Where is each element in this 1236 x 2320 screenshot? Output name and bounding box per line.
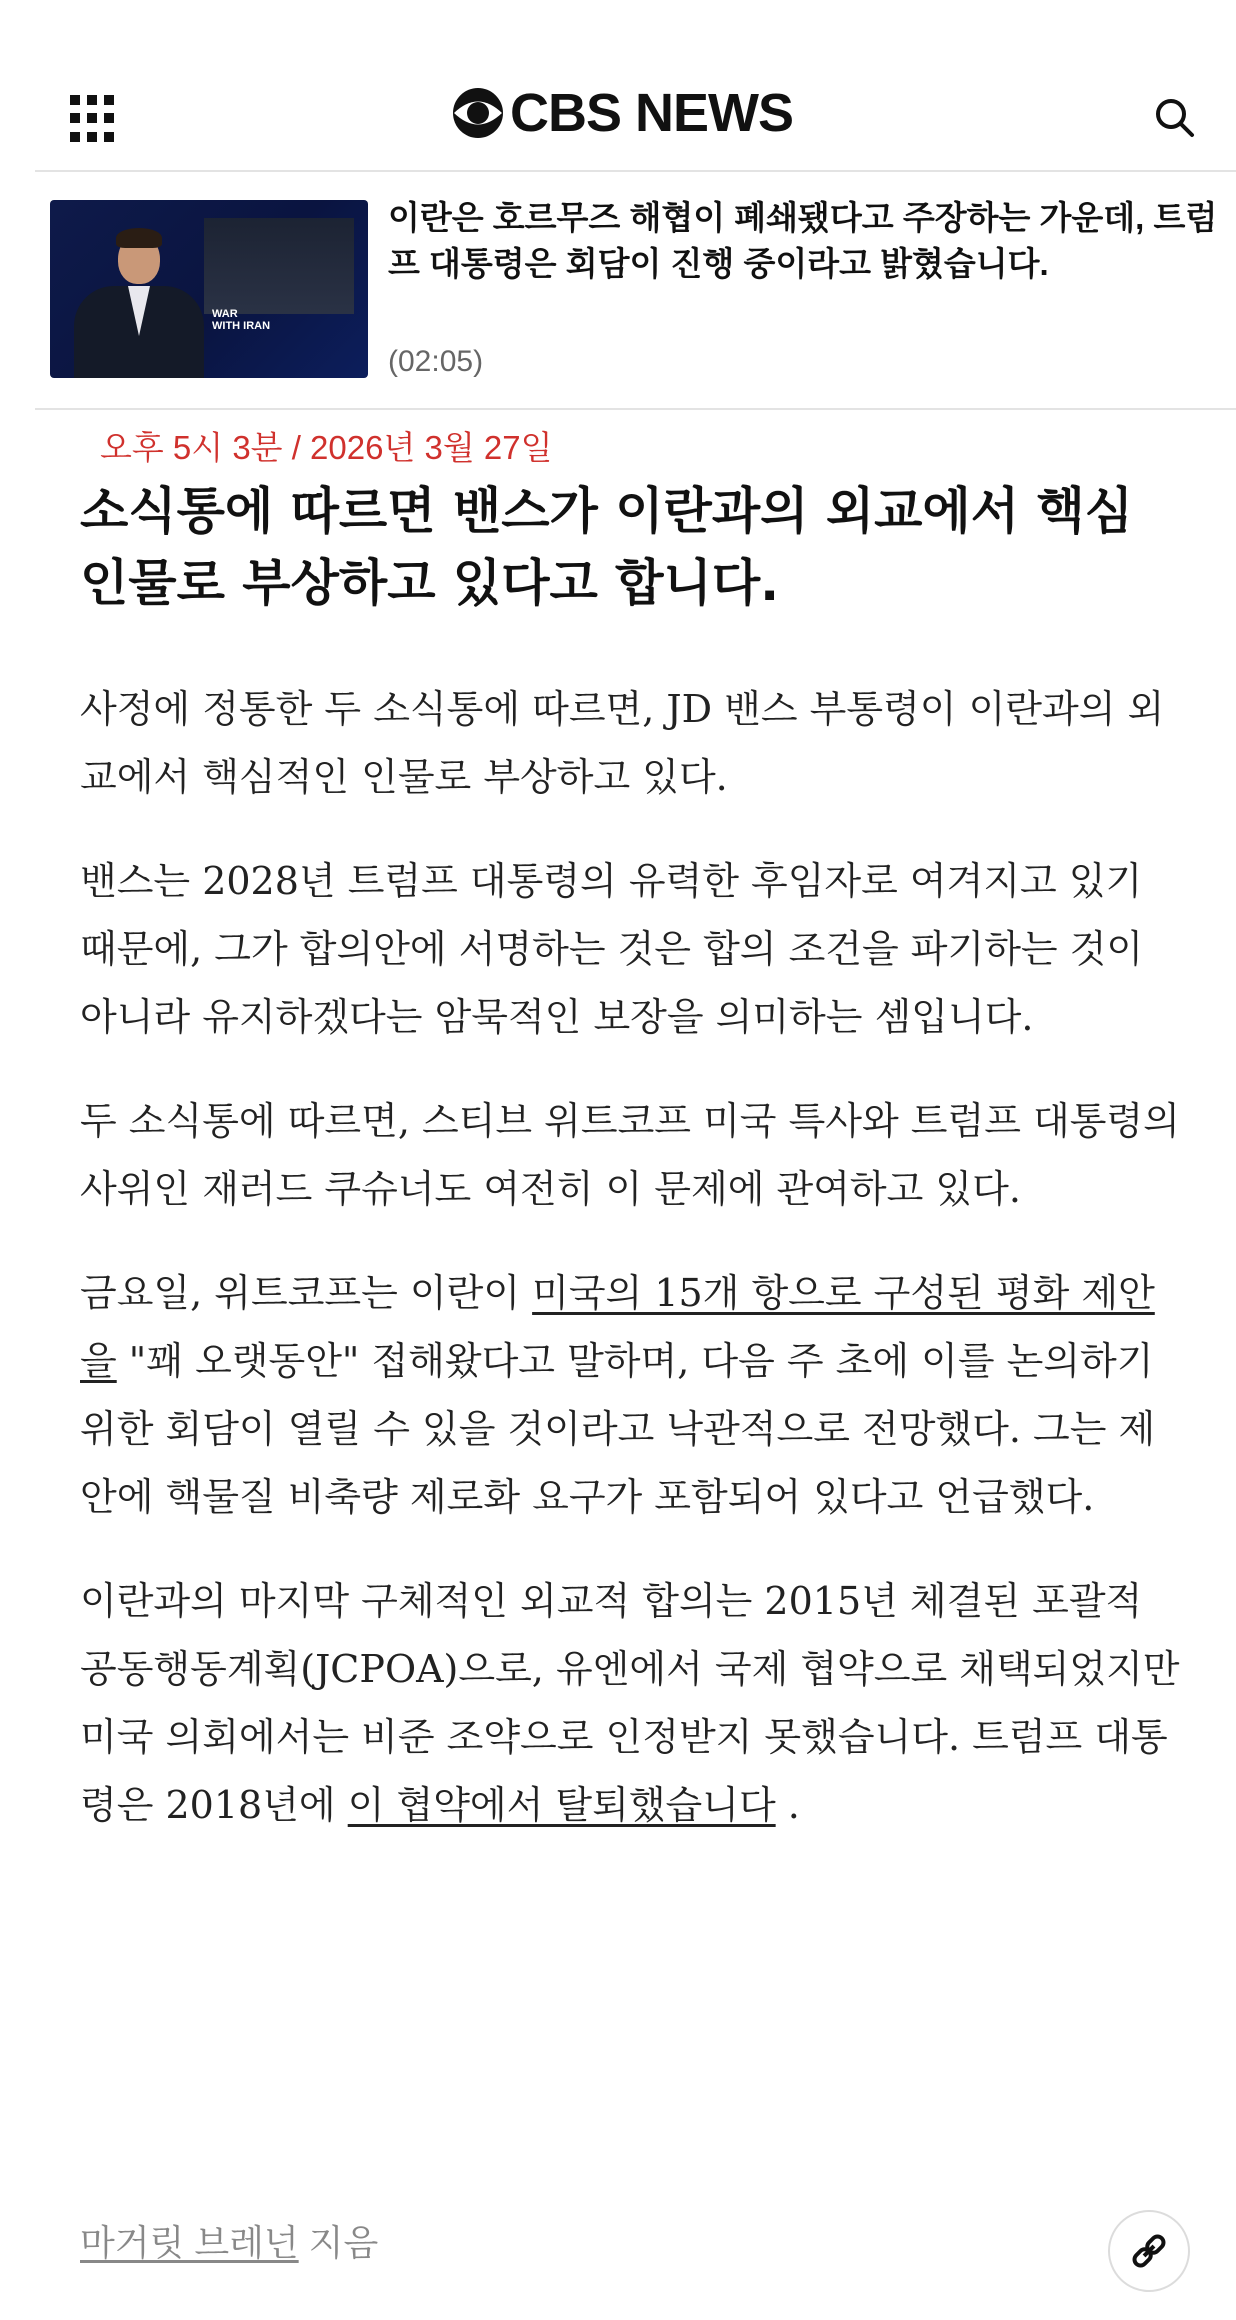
- link-icon: [1129, 2231, 1169, 2271]
- paragraph-5-lead-text: 이란과의 마지막 구체적인 외교적 합의는 2015년 체결된 포괄적 공동행동계획(JCPOA)으로, 유엔에서 국제 협약으로 채택되었지만 미국 의회에서는 비준 조약으로 인정받지 못했습니다. 트럼프 대통령은 2018년에: [80, 1579, 1180, 1827]
- brand-wordmark: CBS NEWS: [510, 83, 794, 143]
- article-paragraph-3: 두 소식통에 따르면, 스티브 위트코프 미국 특사와 트럼프 대통령의 사위인 재러드 쿠슈너도 여전히 이 문제에 관여하고 있다.: [80, 1099, 1180, 1211]
- video-promo-title[interactable]: 이란은 호르무즈 해협이 폐쇄됐다고 주장하는 가운데, 트럼프 대통령은 회담이 진행 중이라고 밝혔습니다.: [388, 199, 1218, 282]
- byline-suffix: 지음: [298, 2222, 379, 2263]
- thumbnail-anchor-hair: [116, 228, 162, 248]
- search-icon[interactable]: [1152, 95, 1196, 139]
- article-headline: 소식통에 따르면 밴스가 이란과의 외교에서 핵심 인물로 부상하고 있다고 합니다.: [80, 482, 1134, 612]
- video-thumbnail[interactable]: [50, 200, 368, 378]
- article-paragraph-5: [80, 1567, 1190, 1839]
- peace-proposal-link[interactable]: 미국의 15개 항으로 구성된 평화 제안을: [80, 1271, 1155, 1383]
- article-body: [80, 675, 1190, 1875]
- byline: [80, 2215, 378, 2266]
- cbs-news-logo[interactable]: [452, 78, 793, 148]
- thumbnail-tag: [212, 308, 270, 332]
- jcpoa-withdrawal-link[interactable]: 이 협약에서 탈퇴했습니다: [347, 1783, 776, 1827]
- article-paragraph-1: 사정에 정통한 두 소식통에 따르면, JD 밴스 부통령이 이란과의 외교에서 핵심적인 인물로 부상하고 있다.: [80, 687, 1165, 799]
- thumbnail-tag-line2: WITH IRAN: [212, 320, 271, 332]
- article-timestamp: 오후 5시 3분 / 2026년 3월 27일: [100, 429, 553, 466]
- grid-menu-icon[interactable]: [70, 95, 118, 143]
- paragraph-4-lead-text: 금요일, 위트코프는 이란이: [80, 1271, 533, 1315]
- paragraph-4-trailing-text: "꽤 오랫동안" 접해왔다고 말하며, 다음 주 초에 이를 논의하기 위한 회담이 열릴 수 있을 것이라고 낙관적으로 전망했다. 그는 제안에 핵물질 비축량 제로화 요구가 포함되어 있다고 언급했다.: [80, 1339, 1156, 1519]
- cbs-eye-icon: [452, 87, 504, 139]
- paragraph-5-trailing-text: .: [775, 1783, 800, 1827]
- header-divider: [35, 170, 1236, 172]
- author-link[interactable]: 마거릿 브레넌: [80, 2222, 299, 2263]
- article-paragraph-4: [80, 1259, 1190, 1531]
- copy-link-button[interactable]: [1108, 2210, 1190, 2292]
- thumbnail-background-screen: [204, 218, 354, 314]
- promo-divider: [35, 408, 1236, 410]
- video-promo[interactable]: [50, 195, 1218, 395]
- site-header: [0, 0, 1236, 170]
- article-paragraph-2: 밴스는 2028년 트럼프 대통령의 유력한 후임자로 여겨지고 있기 때문에, 그가 합의안에 서명하는 것은 합의 조건을 파기하는 것이 아니라 유지하겠다는 암묵적인 보장을 의미하는 셈입니다.: [80, 859, 1144, 1039]
- video-duration: (02:05): [388, 345, 484, 378]
- thumbnail-tag-line1: WAR: [212, 308, 238, 320]
